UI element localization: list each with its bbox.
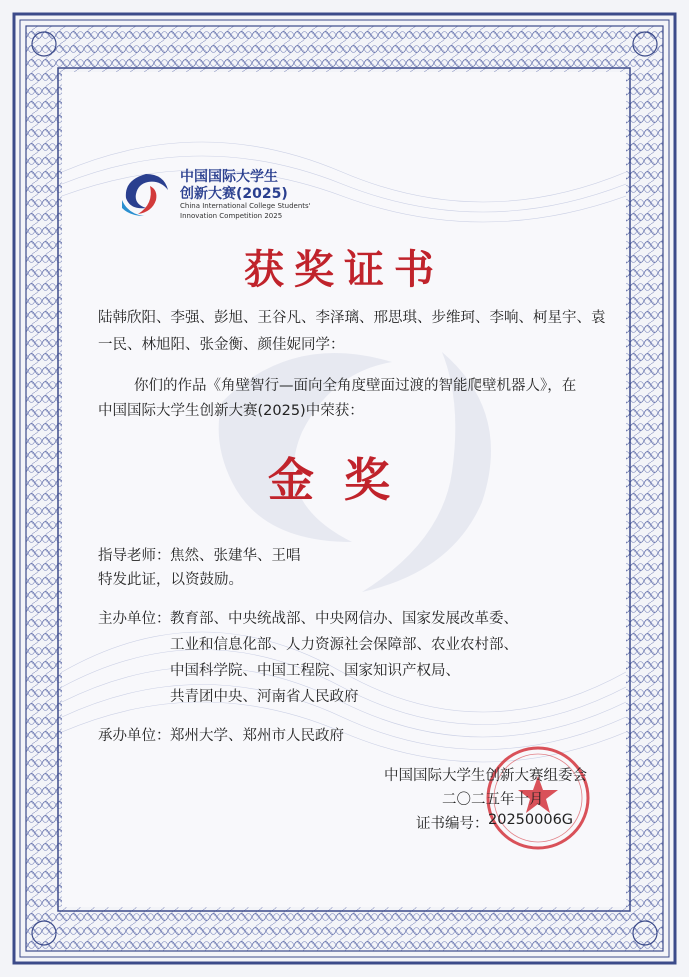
closing-text: 特发此证，以资鼓励。 — [98, 572, 243, 588]
competition-emblem-icon — [116, 170, 174, 218]
organizers-line-2: 工业和信息化部、人力资源社会保障部、农业农村部、 — [170, 637, 518, 653]
hosts-label: 承办单位： — [98, 728, 171, 744]
advisor-label: 指导老师： — [98, 548, 171, 564]
organizers-line-1: 教育部、中央统战部、中央网信办、国家发展改革委、 — [170, 611, 518, 627]
advisor-names: 焦然、张建华、王唱 — [170, 548, 301, 564]
logo-name-cn-line2: 创新大赛(2025) — [180, 186, 288, 202]
certificate-title: 获奖证书 — [244, 246, 444, 293]
organizers-line-4: 共青团中央、河南省人民政府 — [170, 689, 359, 705]
recipients-line-1: 陆韩欣阳、李强、彭旭、王谷凡、李泽璃、邢思琪、步维珂、李响、柯星宇、袁 — [98, 310, 606, 326]
logo-name-cn-line1: 中国国际大学生 — [180, 169, 278, 185]
organizers-line-3: 中国科学院、中国工程院、国家知识产权局、 — [170, 663, 460, 679]
logo-name-en-line2: Innovation Competition 2025 — [180, 212, 283, 220]
organizers-label: 主办单位： — [98, 611, 171, 627]
issue-date: 二〇二五年十月 — [442, 792, 544, 808]
cert-number-label: 证书编号： — [416, 816, 489, 832]
hosts-names: 郑州大学、郑州市人民政府 — [170, 728, 344, 744]
body-line-2: 中国国际大学生创新大赛(2025)中荣获： — [98, 403, 364, 419]
certificate-paper — [62, 72, 626, 907]
award-level: 金奖 — [268, 453, 420, 507]
issuer-name: 中国国际大学生创新大赛组委会 — [384, 768, 587, 784]
recipients-line-2: 一民、林旭阳、张金衡、颜佳妮同学： — [98, 337, 345, 353]
cert-number: 20250006G — [488, 812, 574, 828]
body-line-1: 你们的作品《角壁智行—面向全角度壁面过渡的智能爬壁机器人》，在 — [134, 378, 577, 394]
logo-name-en-line1: China International College Students' — [180, 202, 311, 210]
competition-logo — [116, 166, 336, 222]
